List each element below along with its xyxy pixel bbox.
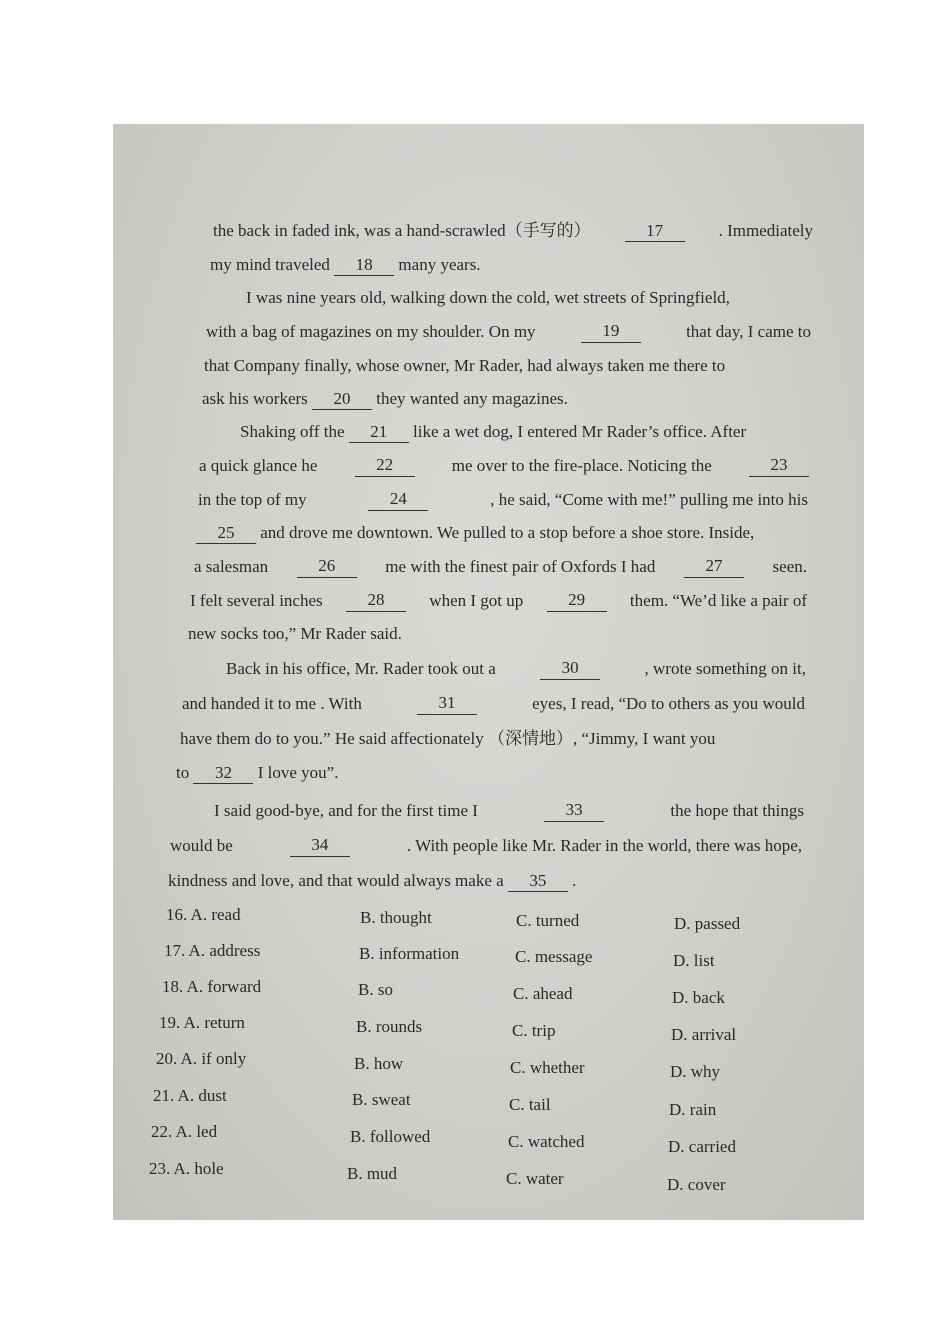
- blank-29: 29: [547, 590, 607, 612]
- option-20-c: C. whether: [510, 1058, 585, 1077]
- option-22-b: B. followed: [350, 1127, 431, 1146]
- option-16-a: 16. A. read: [166, 905, 241, 924]
- option-17-d: D. list: [673, 951, 715, 970]
- option-18-d: D. back: [672, 988, 725, 1007]
- exam-sheet: [113, 124, 864, 1220]
- option-18-c: C. ahead: [513, 984, 573, 1003]
- blank-31: 31: [417, 693, 477, 715]
- passage-line: new socks too,” Mr Rader said.: [188, 624, 402, 643]
- option-19-d: D. arrival: [671, 1025, 737, 1044]
- blank-27: 27: [684, 556, 744, 578]
- option-16-b: B. thought: [360, 908, 432, 927]
- passage-line: that Company finally, whose owner, Mr Rader, had always taken me there to: [204, 356, 726, 375]
- passage-line: would be 34 . With people like Mr. Rader in the world, there was hope,: [170, 835, 802, 855]
- blank-34: 34: [290, 835, 350, 857]
- blank-19: 19: [581, 321, 641, 343]
- option-18-a: 18. A. forward: [162, 977, 262, 996]
- option-23-d: D. cover: [667, 1175, 726, 1194]
- option-17-a: 17. A. address: [164, 941, 261, 960]
- blank-23: 23: [749, 455, 809, 477]
- blank-33: 33: [544, 800, 604, 822]
- blank-24: 24: [368, 489, 428, 511]
- option-23-b: B. mud: [347, 1164, 398, 1183]
- option-19-b: B. rounds: [356, 1017, 423, 1036]
- option-20-a: 20. A. if only: [156, 1049, 247, 1068]
- option-22-a: 22. A. led: [151, 1122, 218, 1141]
- option-22-c: C. watched: [508, 1132, 585, 1151]
- passage-line: I felt several inches 28 when I got up 29 them. “We’d like a pair of: [190, 590, 807, 610]
- blank-20: 20: [312, 389, 372, 410]
- option-23-c: C. water: [506, 1169, 564, 1188]
- option-21-b: B. sweat: [352, 1090, 411, 1109]
- blank-32: 32: [193, 763, 253, 784]
- option-22-d: D. carried: [668, 1137, 736, 1156]
- blank-22: 22: [355, 455, 415, 477]
- blank-35: 35: [508, 871, 568, 892]
- passage-line: a salesman 26 me with the finest pair of Oxfords I had 27 seen.: [194, 556, 807, 576]
- blank-26: 26: [297, 556, 357, 578]
- blank-28: 28: [346, 590, 406, 612]
- passage-line: Shaking off the 21 like a wet dog, I entered Mr Rader’s office. After: [240, 422, 747, 441]
- passage-line: my mind traveled 18 many years.: [210, 255, 481, 274]
- option-19-c: C. trip: [512, 1021, 556, 1040]
- passage-line: kindness and love, and that would always make a 35 .: [168, 871, 577, 890]
- passage-line: I was nine years old, walking down the cold, wet streets of Springfield,: [246, 288, 730, 307]
- option-21-a: 21. A. dust: [153, 1086, 227, 1105]
- blank-21: 21: [349, 422, 409, 443]
- passage-line: ask his workers 20 they wanted any magazines.: [202, 389, 568, 408]
- option-17-b: B. information: [359, 944, 460, 963]
- passage-line: 25 and drove me downtown. We pulled to a stop before a shoe store. Inside,: [196, 522, 754, 544]
- option-23-a: 23. A. hole: [149, 1159, 224, 1178]
- option-16-c: C. turned: [516, 911, 580, 930]
- passage-line: the back in faded ink, was a hand-scrawled（手写的） 17 . Immediately: [213, 221, 813, 240]
- passage-line: a quick glance he 22 me over to the fire-place. Noticing the 23: [199, 455, 809, 477]
- passage-line: Back in his office, Mr. Rader took out a 30 , wrote something on it,: [226, 658, 806, 678]
- passage-line: I said good-bye, and for the first time I 33 the hope that things: [214, 800, 804, 820]
- blank-18: 18: [334, 255, 394, 276]
- passage-line: have them do to you.” He said affectionately （深情地）, “Jimmy, I want you: [180, 729, 716, 748]
- option-20-b: B. how: [354, 1054, 404, 1073]
- blank-17: 17: [625, 221, 685, 242]
- passage-line: in the top of my 24 , he said, “Come with me!” pulling me into his: [198, 489, 808, 509]
- passage-line: with a bag of magazines on my shoulder. On my 19 that day, I came to: [206, 321, 811, 341]
- passage-line: to 32 I love you”.: [176, 763, 339, 782]
- passage-line: and handed it to me . With 31 eyes, I read, “Do to others as you would: [182, 693, 805, 713]
- option-16-d: D. passed: [674, 914, 741, 933]
- option-18-b: B. so: [358, 980, 393, 999]
- option-20-d: D. why: [670, 1062, 721, 1081]
- blank-30: 30: [540, 658, 600, 680]
- option-19-a: 19. A. return: [159, 1013, 245, 1032]
- option-21-d: D. rain: [669, 1100, 717, 1119]
- option-21-c: C. tail: [509, 1095, 551, 1114]
- blank-25: 25: [196, 523, 256, 544]
- option-17-c: C. message: [515, 947, 593, 966]
